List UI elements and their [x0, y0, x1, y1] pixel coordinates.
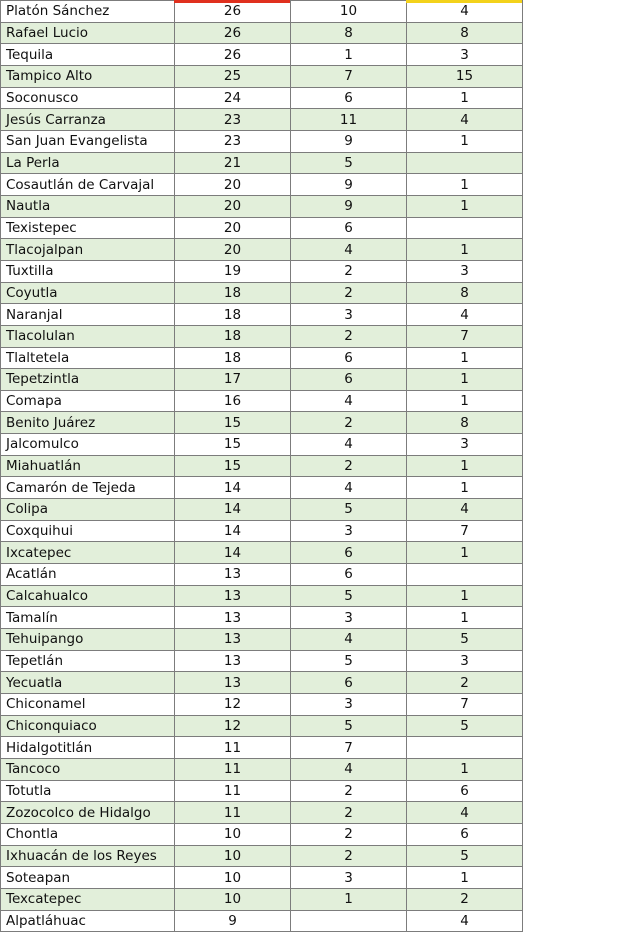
count-3-cell [407, 217, 523, 239]
municipality-cell: Tepetzintla [1, 369, 175, 391]
table-row [1, 802, 523, 824]
count-3-cell: 1 [407, 390, 523, 412]
count-1-cell: 26 [175, 1, 291, 23]
count-2-cell: 5 [291, 152, 407, 174]
count-3-cell: 7 [407, 694, 523, 716]
count-2-cell: 6 [291, 217, 407, 239]
municipality-cell: Soteapan [1, 867, 175, 889]
count-1-cell: 14 [175, 477, 291, 499]
municipality-cell: Cosautlán de Carvajal [1, 174, 175, 196]
count-1-cell: 21 [175, 152, 291, 174]
municipality-cell: La Perla [1, 152, 175, 174]
top-bar-red-segment [174, 0, 290, 3]
table-row [1, 629, 523, 651]
count-1-cell: 14 [175, 499, 291, 521]
count-2-cell: 7 [291, 65, 407, 87]
count-2-cell [291, 910, 407, 932]
count-2-cell: 4 [291, 390, 407, 412]
count-1-cell: 14 [175, 520, 291, 542]
municipality-cell: Jesús Carranza [1, 109, 175, 131]
count-1-cell: 23 [175, 130, 291, 152]
count-2-cell: 5 [291, 499, 407, 521]
count-2-cell: 5 [291, 715, 407, 737]
count-1-cell: 20 [175, 239, 291, 261]
count-1-cell: 9 [175, 910, 291, 932]
municipality-cell: Tlacojalpan [1, 239, 175, 261]
table-row [1, 347, 523, 369]
count-1-cell: 18 [175, 325, 291, 347]
count-3-cell: 1 [407, 369, 523, 391]
count-1-cell: 13 [175, 607, 291, 629]
count-3-cell: 1 [407, 585, 523, 607]
count-1-cell: 24 [175, 87, 291, 109]
count-2-cell: 4 [291, 629, 407, 651]
municipality-cell: Tampico Alto [1, 65, 175, 87]
table-row [1, 217, 523, 239]
count-2-cell: 5 [291, 650, 407, 672]
municipality-cell: Colipa [1, 499, 175, 521]
count-2-cell: 1 [291, 888, 407, 910]
municipality-cell: Nautla [1, 195, 175, 217]
count-2-cell: 11 [291, 109, 407, 131]
count-1-cell: 18 [175, 347, 291, 369]
municipality-cell: Chiconquiaco [1, 715, 175, 737]
table-row [1, 910, 523, 932]
count-2-cell: 4 [291, 477, 407, 499]
count-2-cell: 2 [291, 325, 407, 347]
count-2-cell: 6 [291, 347, 407, 369]
municipality-cell: Naranjal [1, 304, 175, 326]
municipality-cell: Platón Sánchez [1, 1, 175, 23]
municipality-cell: Chontla [1, 823, 175, 845]
table-row [1, 758, 523, 780]
count-2-cell: 2 [291, 412, 407, 434]
table-row [1, 780, 523, 802]
municipality-cell: Alpatláhuac [1, 910, 175, 932]
count-2-cell: 2 [291, 823, 407, 845]
table-row [1, 434, 523, 456]
count-2-cell: 2 [291, 455, 407, 477]
table-row [1, 22, 523, 44]
count-2-cell: 2 [291, 260, 407, 282]
municipality-cell: Tehuipango [1, 629, 175, 651]
count-1-cell: 23 [175, 109, 291, 131]
count-3-cell: 1 [407, 130, 523, 152]
table-row [1, 607, 523, 629]
count-2-cell: 6 [291, 672, 407, 694]
count-2-cell: 1 [291, 44, 407, 66]
count-1-cell: 13 [175, 585, 291, 607]
count-2-cell: 6 [291, 542, 407, 564]
municipality-cell: Coxquihui [1, 520, 175, 542]
count-2-cell: 3 [291, 607, 407, 629]
count-1-cell: 10 [175, 845, 291, 867]
count-1-cell: 13 [175, 650, 291, 672]
table-body [1, 1, 523, 932]
count-3-cell: 5 [407, 629, 523, 651]
count-3-cell: 1 [407, 477, 523, 499]
municipality-cell: Tlaltetela [1, 347, 175, 369]
table-row [1, 715, 523, 737]
table-row [1, 44, 523, 66]
table-row [1, 694, 523, 716]
count-3-cell: 2 [407, 888, 523, 910]
table-row [1, 455, 523, 477]
count-1-cell: 17 [175, 369, 291, 391]
count-1-cell: 19 [175, 260, 291, 282]
count-3-cell: 6 [407, 780, 523, 802]
count-2-cell: 3 [291, 520, 407, 542]
municipality-cell: Benito Juárez [1, 412, 175, 434]
count-3-cell: 3 [407, 650, 523, 672]
table-row [1, 477, 523, 499]
municipality-cell: San Juan Evangelista [1, 130, 175, 152]
count-1-cell: 10 [175, 888, 291, 910]
count-3-cell: 1 [407, 607, 523, 629]
count-3-cell: 4 [407, 1, 523, 23]
municipality-cell: Ixcatepec [1, 542, 175, 564]
municipality-cell: Rafael Lucio [1, 22, 175, 44]
count-3-cell [407, 152, 523, 174]
count-2-cell: 4 [291, 434, 407, 456]
municipality-cell: Camarón de Tejeda [1, 477, 175, 499]
municipality-cell: Tancoco [1, 758, 175, 780]
table-row [1, 65, 523, 87]
municipality-cell: Jalcomulco [1, 434, 175, 456]
count-2-cell: 3 [291, 304, 407, 326]
count-1-cell: 13 [175, 629, 291, 651]
table-row [1, 325, 523, 347]
count-3-cell: 8 [407, 282, 523, 304]
top-bar-yellow-segment [406, 0, 522, 3]
count-1-cell: 25 [175, 65, 291, 87]
table-row [1, 369, 523, 391]
count-1-cell: 18 [175, 304, 291, 326]
count-3-cell [407, 737, 523, 759]
count-1-cell: 11 [175, 802, 291, 824]
count-1-cell: 10 [175, 867, 291, 889]
count-3-cell: 7 [407, 520, 523, 542]
count-2-cell: 9 [291, 130, 407, 152]
count-3-cell: 6 [407, 823, 523, 845]
table-row [1, 152, 523, 174]
count-2-cell: 3 [291, 694, 407, 716]
count-2-cell: 7 [291, 737, 407, 759]
table-row [1, 282, 523, 304]
municipality-cell: Soconusco [1, 87, 175, 109]
municipality-cell: Zozocolco de Hidalgo [1, 802, 175, 824]
count-1-cell: 13 [175, 564, 291, 586]
count-1-cell: 10 [175, 823, 291, 845]
count-3-cell: 1 [407, 455, 523, 477]
count-2-cell: 3 [291, 867, 407, 889]
municipality-cell: Texistepec [1, 217, 175, 239]
municipality-cell: Totutla [1, 780, 175, 802]
municipality-cell: Ixhuacán de los Reyes [1, 845, 175, 867]
count-2-cell: 2 [291, 845, 407, 867]
count-3-cell: 1 [407, 542, 523, 564]
count-3-cell: 7 [407, 325, 523, 347]
municipality-cell: Chiconamel [1, 694, 175, 716]
table-row [1, 87, 523, 109]
count-1-cell: 26 [175, 22, 291, 44]
table-row [1, 520, 523, 542]
table-row [1, 239, 523, 261]
count-3-cell: 2 [407, 672, 523, 694]
table-row [1, 130, 523, 152]
municipality-cell: Acatlán [1, 564, 175, 586]
table-row [1, 304, 523, 326]
table-row [1, 867, 523, 889]
count-3-cell: 1 [407, 195, 523, 217]
count-2-cell: 9 [291, 174, 407, 196]
count-1-cell: 26 [175, 44, 291, 66]
count-3-cell: 5 [407, 845, 523, 867]
count-3-cell: 3 [407, 260, 523, 282]
count-3-cell: 8 [407, 412, 523, 434]
count-1-cell: 16 [175, 390, 291, 412]
count-2-cell: 6 [291, 87, 407, 109]
count-2-cell: 10 [291, 1, 407, 23]
count-2-cell: 8 [291, 22, 407, 44]
municipality-cell: Yecuatla [1, 672, 175, 694]
table-row [1, 174, 523, 196]
count-2-cell: 2 [291, 282, 407, 304]
municipality-cell: Hidalgotitlán [1, 737, 175, 759]
table-row [1, 195, 523, 217]
count-3-cell: 4 [407, 910, 523, 932]
count-3-cell: 1 [407, 347, 523, 369]
table-row [1, 585, 523, 607]
table-row [1, 564, 523, 586]
count-3-cell: 1 [407, 87, 523, 109]
count-2-cell: 6 [291, 564, 407, 586]
table-row [1, 888, 523, 910]
municipality-cell: Tlacolulan [1, 325, 175, 347]
count-3-cell: 15 [407, 65, 523, 87]
count-1-cell: 13 [175, 672, 291, 694]
count-2-cell: 2 [291, 802, 407, 824]
municipality-cell: Tequila [1, 44, 175, 66]
count-2-cell: 9 [291, 195, 407, 217]
count-2-cell: 4 [291, 239, 407, 261]
table-row [1, 845, 523, 867]
count-3-cell: 4 [407, 109, 523, 131]
count-3-cell: 1 [407, 239, 523, 261]
count-3-cell: 1 [407, 758, 523, 780]
municipality-cell: Comapa [1, 390, 175, 412]
count-1-cell: 11 [175, 758, 291, 780]
count-2-cell: 5 [291, 585, 407, 607]
table-row [1, 390, 523, 412]
count-2-cell: 4 [291, 758, 407, 780]
count-3-cell [407, 564, 523, 586]
count-1-cell: 12 [175, 694, 291, 716]
count-1-cell: 15 [175, 412, 291, 434]
count-1-cell: 12 [175, 715, 291, 737]
count-3-cell: 4 [407, 304, 523, 326]
count-1-cell: 18 [175, 282, 291, 304]
municipality-cell: Miahuatlán [1, 455, 175, 477]
table-row [1, 542, 523, 564]
table-row [1, 823, 523, 845]
municipality-cell: Tuxtilla [1, 260, 175, 282]
count-3-cell: 8 [407, 22, 523, 44]
count-3-cell: 3 [407, 44, 523, 66]
table-row [1, 260, 523, 282]
count-1-cell: 14 [175, 542, 291, 564]
count-1-cell: 11 [175, 780, 291, 802]
table-row [1, 672, 523, 694]
count-2-cell: 2 [291, 780, 407, 802]
table-row [1, 109, 523, 131]
count-3-cell: 1 [407, 867, 523, 889]
table-row [1, 650, 523, 672]
table-row [1, 737, 523, 759]
count-3-cell: 5 [407, 715, 523, 737]
municipality-cell: Tepetlán [1, 650, 175, 672]
count-3-cell: 4 [407, 499, 523, 521]
count-1-cell: 11 [175, 737, 291, 759]
municipality-cell: Calcahualco [1, 585, 175, 607]
count-1-cell: 20 [175, 195, 291, 217]
count-2-cell: 6 [291, 369, 407, 391]
count-1-cell: 20 [175, 217, 291, 239]
table-row [1, 1, 523, 23]
table-row [1, 499, 523, 521]
count-3-cell: 4 [407, 802, 523, 824]
count-3-cell: 3 [407, 434, 523, 456]
count-1-cell: 15 [175, 455, 291, 477]
municipality-cell: Tamalín [1, 607, 175, 629]
count-3-cell: 1 [407, 174, 523, 196]
municipality-cell: Texcatepec [1, 888, 175, 910]
municipality-cell: Coyutla [1, 282, 175, 304]
table-row [1, 412, 523, 434]
count-1-cell: 20 [175, 174, 291, 196]
count-1-cell: 15 [175, 434, 291, 456]
